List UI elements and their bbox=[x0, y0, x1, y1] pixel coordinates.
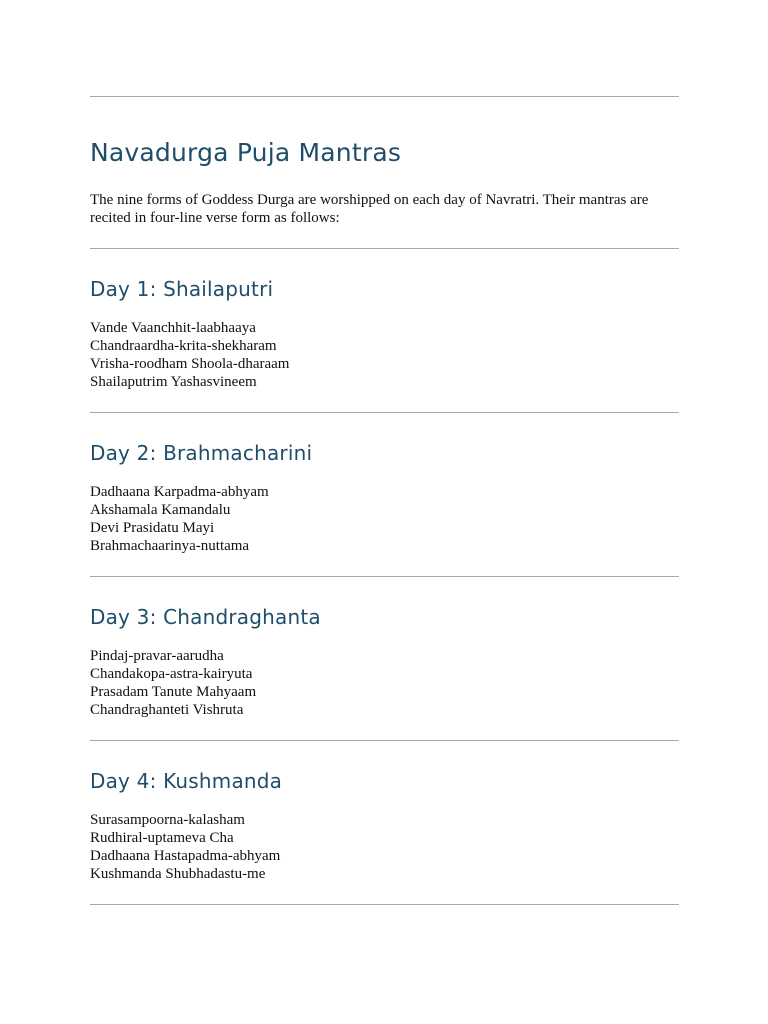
mantra-verse bbox=[90, 319, 679, 391]
section-divider bbox=[90, 248, 679, 249]
section-heading: Day 4: Kushmanda bbox=[90, 769, 283, 793]
section-day-1 bbox=[90, 277, 679, 413]
section-heading: Day 1: Shailaputri bbox=[90, 277, 274, 301]
verse-line: Prasadam Tanute Mahyaam bbox=[90, 684, 257, 700]
section-divider bbox=[90, 576, 679, 577]
verse-line: Surasampoorna-kalasham bbox=[90, 812, 245, 828]
intro-paragraph: The nine forms of Goddess Durga are worshipped on each day of Navratri. Their mantras are recited in four-line verse form as follows: bbox=[90, 192, 649, 226]
section-day-4 bbox=[90, 769, 679, 905]
verse-line: Vande Vaanchhit-laabhaaya bbox=[90, 320, 256, 336]
verse-line: Akshamala Kamandalu bbox=[90, 502, 231, 518]
section-divider bbox=[90, 904, 679, 905]
verse-line: Chandraardha-krita-shekharam bbox=[90, 338, 277, 354]
section-heading: Day 3: Chandraghanta bbox=[90, 605, 321, 629]
section-heading: Day 2: Brahmacharini bbox=[90, 441, 313, 465]
section-day-2 bbox=[90, 441, 679, 577]
top-divider bbox=[90, 96, 679, 97]
mantra-verse bbox=[90, 647, 679, 719]
verse-line: Dadhaana Karpadma-abhyam bbox=[90, 484, 269, 500]
verse-line: Rudhiral-uptameva Cha bbox=[90, 830, 234, 846]
verse-line: Dadhaana Hastapadma-abhyam bbox=[90, 848, 281, 864]
section-divider bbox=[90, 412, 679, 413]
verse-line: Chandraghanteti Vishruta bbox=[90, 702, 244, 718]
verse-line: Devi Prasidatu Mayi bbox=[90, 520, 215, 536]
section-divider bbox=[90, 740, 679, 741]
mantra-verse bbox=[90, 811, 679, 883]
verse-line: Shailaputrim Yashasvineem bbox=[90, 374, 257, 390]
section-day-3 bbox=[90, 605, 679, 741]
page-title: Navadurga Puja Mantras bbox=[90, 138, 402, 167]
verse-line: Brahmachaarinya-nuttama bbox=[90, 538, 250, 554]
verse-line: Vrisha-roodham Shoola-dharaam bbox=[90, 356, 290, 372]
verse-line: Pindaj-pravar-aarudha bbox=[90, 648, 224, 664]
document-page bbox=[90, 0, 679, 905]
mantra-verse bbox=[90, 483, 679, 555]
verse-line: Chandakopa-astra-kairyuta bbox=[90, 666, 253, 682]
verse-line: Kushmanda Shubhadastu-me bbox=[90, 866, 266, 882]
